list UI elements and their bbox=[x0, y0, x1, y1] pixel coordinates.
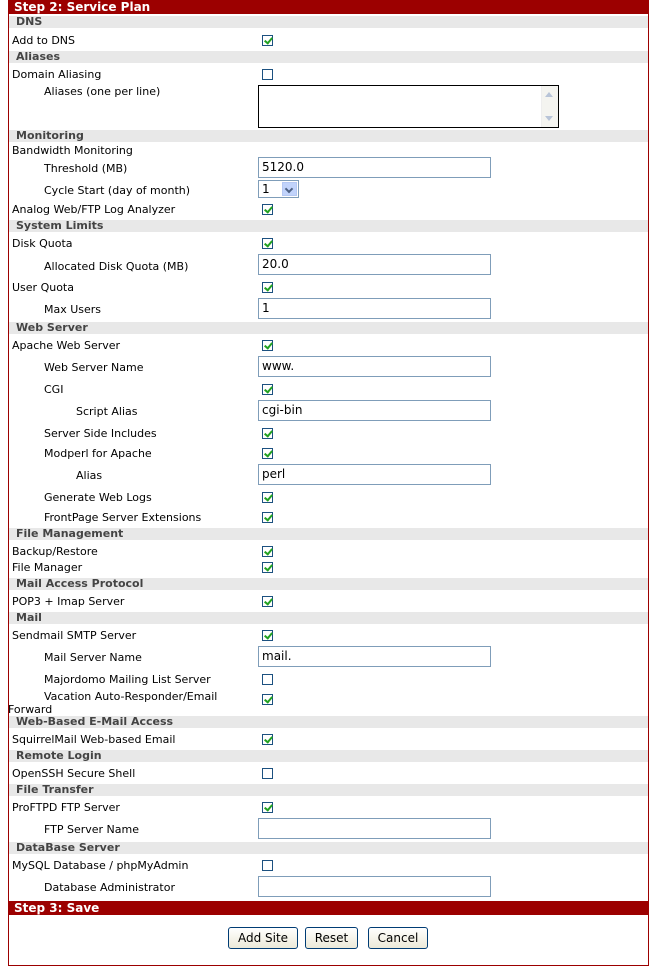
cycle-start-label: Cycle Start (day of month) bbox=[44, 184, 191, 197]
section-web-server: Web Server bbox=[9, 322, 648, 334]
openssh-label: OpenSSH Secure Shell bbox=[12, 767, 136, 780]
allocated-disk-quota-input[interactable]: 20.0 bbox=[258, 254, 491, 275]
aliases-textarea[interactable] bbox=[258, 85, 559, 128]
section-mail: Mail bbox=[9, 612, 648, 624]
cgi-checkbox[interactable] bbox=[262, 384, 273, 395]
vacation-label-line1: Vacation Auto-Responder/Email bbox=[44, 690, 218, 703]
modperl-label: Modperl for Apache bbox=[44, 447, 152, 460]
pop3-checkbox[interactable] bbox=[262, 596, 273, 607]
reset-button[interactable]: Reset bbox=[305, 927, 358, 949]
step2-header: Step 2: Service Plan bbox=[8, 0, 649, 14]
cycle-start-select[interactable] bbox=[258, 180, 299, 198]
domain-aliasing-label: Domain Aliasing bbox=[12, 68, 102, 81]
file-manager-checkbox[interactable] bbox=[262, 562, 273, 573]
file-manager-label: File Manager bbox=[12, 561, 83, 574]
threshold-label: Threshold (MB) bbox=[44, 162, 128, 175]
add-to-dns-checkbox[interactable] bbox=[262, 35, 273, 46]
section-file-management: File Management bbox=[9, 528, 648, 540]
proftpd-checkbox[interactable] bbox=[262, 802, 273, 813]
section-remote-login: Remote Login bbox=[9, 750, 648, 762]
aliases-scrollbar[interactable] bbox=[541, 86, 558, 127]
aliases-label: Aliases (one per line) bbox=[44, 85, 161, 98]
section-monitoring: Monitoring bbox=[9, 130, 648, 142]
max-users-input[interactable]: 1 bbox=[258, 298, 491, 319]
web-logs-checkbox[interactable] bbox=[262, 492, 273, 503]
analog-checkbox[interactable] bbox=[262, 204, 273, 215]
vacation-label-line2: Forward bbox=[8, 703, 53, 716]
scroll-up-icon[interactable] bbox=[545, 92, 553, 97]
scroll-down-icon[interactable] bbox=[545, 116, 553, 121]
web-server-name-label: Web Server Name bbox=[44, 361, 144, 374]
ftp-server-name-label: FTP Server Name bbox=[44, 823, 140, 836]
disk-quota-checkbox[interactable] bbox=[262, 238, 273, 249]
section-database: DataBase Server bbox=[9, 842, 648, 854]
section-aliases: Aliases bbox=[9, 51, 648, 63]
alias-input[interactable]: perl bbox=[258, 464, 491, 485]
db-admin-input[interactable] bbox=[258, 876, 491, 897]
section-system-limits: System Limits bbox=[9, 220, 648, 232]
modperl-checkbox[interactable] bbox=[262, 448, 273, 459]
sendmail-label: Sendmail SMTP Server bbox=[12, 629, 137, 642]
pop3-label: POP3 + Imap Server bbox=[12, 595, 125, 608]
section-dns: DNS bbox=[9, 16, 648, 28]
frontpage-checkbox[interactable] bbox=[262, 512, 273, 523]
backup-label: Backup/Restore bbox=[12, 545, 98, 558]
section-webmail: Web-Based E-Mail Access bbox=[9, 716, 648, 728]
script-alias-input[interactable]: cgi-bin bbox=[258, 400, 491, 421]
vacation-checkbox[interactable] bbox=[262, 694, 273, 705]
apache-checkbox[interactable] bbox=[262, 340, 273, 351]
max-users-label: Max Users bbox=[44, 303, 102, 316]
cgi-label: CGI bbox=[44, 383, 64, 396]
backup-checkbox[interactable] bbox=[262, 546, 273, 557]
web-server-name-input[interactable]: www. bbox=[258, 356, 491, 377]
section-mail-access: Mail Access Protocol bbox=[9, 578, 648, 590]
cancel-button[interactable]: Cancel bbox=[368, 927, 428, 949]
majordomo-label: Majordomo Mailing List Server bbox=[44, 673, 211, 686]
squirrelmail-checkbox[interactable] bbox=[262, 734, 273, 745]
threshold-input[interactable]: 5120.0 bbox=[258, 157, 491, 178]
db-admin-label: Database Administrator bbox=[44, 881, 175, 894]
majordomo-checkbox[interactable] bbox=[262, 674, 273, 685]
chevron-down-icon[interactable] bbox=[282, 182, 297, 196]
ssi-label: Server Side Includes bbox=[44, 427, 157, 440]
frontpage-label: FrontPage Server Extensions bbox=[44, 511, 202, 524]
domain-aliasing-checkbox[interactable] bbox=[262, 69, 273, 80]
squirrelmail-label: SquirrelMail Web-based Email bbox=[12, 733, 176, 746]
allocated-disk-quota-label: Allocated Disk Quota (MB) bbox=[44, 260, 189, 273]
add-to-dns-label: Add to DNS bbox=[12, 34, 76, 47]
bandwidth-monitoring-label: Bandwidth Monitoring bbox=[12, 144, 133, 157]
script-alias-label: Script Alias bbox=[76, 405, 138, 418]
disk-quota-label: Disk Quota bbox=[12, 237, 73, 250]
step3-header: Step 3: Save bbox=[8, 901, 649, 915]
section-file-transfer: File Transfer bbox=[9, 784, 648, 796]
ftp-server-name-input[interactable] bbox=[258, 818, 491, 839]
sendmail-checkbox[interactable] bbox=[262, 630, 273, 641]
apache-label: Apache Web Server bbox=[12, 339, 121, 352]
web-logs-label: Generate Web Logs bbox=[44, 491, 152, 504]
alias-label: Alias bbox=[76, 469, 103, 482]
user-quota-checkbox[interactable] bbox=[262, 282, 273, 293]
add-site-button[interactable]: Add Site bbox=[228, 927, 298, 949]
cycle-start-value: 1 bbox=[262, 182, 270, 196]
user-quota-label: User Quota bbox=[12, 281, 74, 294]
mail-server-name-label: Mail Server Name bbox=[44, 651, 142, 664]
analog-label: Analog Web/FTP Log Analyzer bbox=[12, 203, 176, 216]
mysql-checkbox[interactable] bbox=[262, 860, 273, 871]
proftpd-label: ProFTPD FTP Server bbox=[12, 801, 120, 814]
mysql-label: MySQL Database / phpMyAdmin bbox=[12, 859, 189, 872]
mail-server-name-input[interactable]: mail. bbox=[258, 646, 491, 667]
ssi-checkbox[interactable] bbox=[262, 428, 273, 439]
openssh-checkbox[interactable] bbox=[262, 768, 273, 779]
